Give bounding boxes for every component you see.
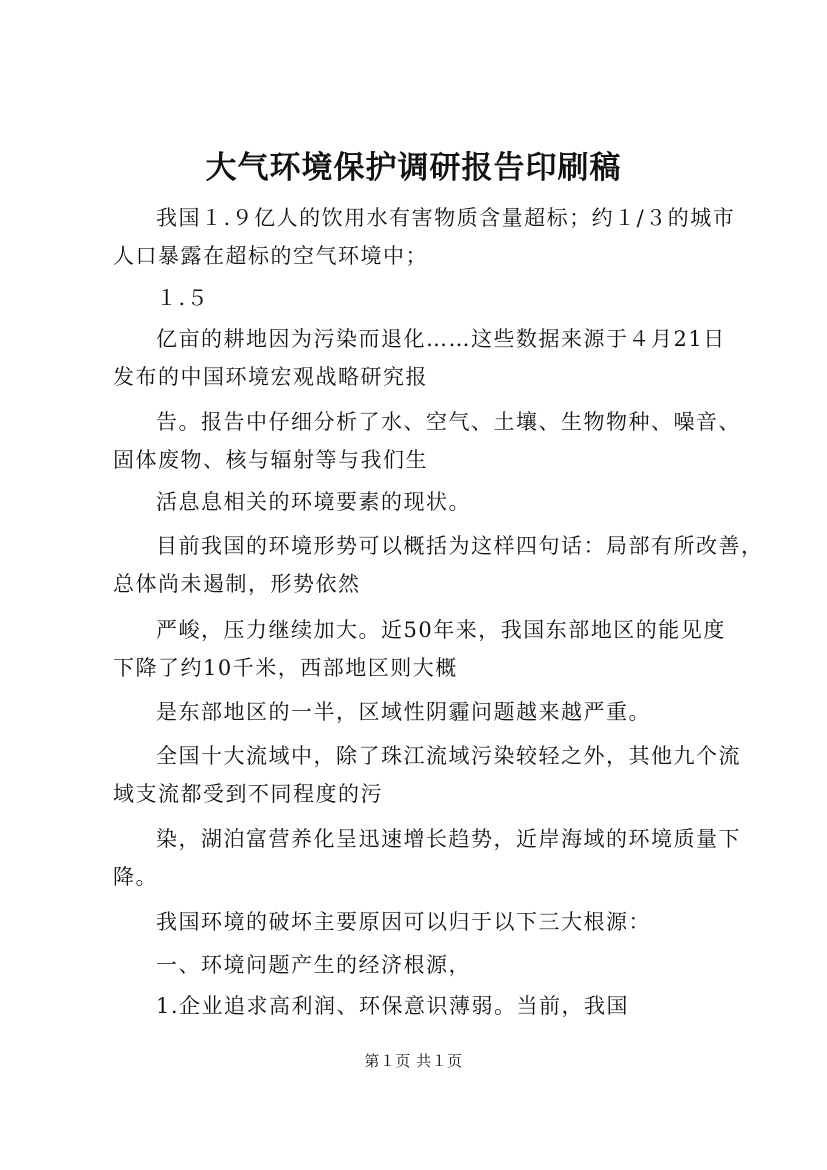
paragraph xyxy=(113,199,753,275)
paragraph xyxy=(113,820,753,896)
paragraph xyxy=(113,611,753,687)
paragraph xyxy=(113,527,764,603)
paragraph-line: 全国十大流域中，除了珠江流域污染较轻之外，其他九个流 xyxy=(156,744,741,768)
paragraph xyxy=(113,946,753,984)
document-title: 大气环境保护调研报告印刷稿 xyxy=(205,150,622,186)
paragraph-line: 染，湖泊富营养化呈迅速增长趋势，近岸海域的环境质量下 xyxy=(156,827,741,851)
paragraph-line: 域支流都受到不同程度的污 xyxy=(113,782,383,806)
paragraph-line: 我国１.９亿人的饮用水有害物质含量超标；约１/３的城市 xyxy=(156,206,736,230)
paragraph-line: 一、环境问题产生的经济根源， xyxy=(156,953,471,977)
paragraph-line: 1.企业追求高利润、环保意识薄弱。当前，我国 xyxy=(156,994,630,1018)
paragraph xyxy=(113,279,753,317)
paragraph-line: 目前我国的环境形势可以概括为这样四句话：局部有所改善， xyxy=(156,534,764,558)
paragraph-line: 降。 xyxy=(113,865,158,889)
paragraph-line: 活息息相关的环境要素的现状。 xyxy=(156,490,471,514)
paragraph xyxy=(113,987,753,1025)
paragraph xyxy=(113,403,753,479)
page-footer: 第１页 共１页 xyxy=(364,1052,463,1070)
paragraph-line: 下降了约10千米，西部地区则大概 xyxy=(113,656,458,680)
paragraph-line: 总体尚未遏制，形势依然 xyxy=(113,572,361,596)
paragraph xyxy=(113,483,753,521)
paragraph-line: 我国环境的破坏主要原因可以归于以下三大根源： xyxy=(156,910,651,934)
paragraph-line: 亿亩的耕地因为污染而退化……这些数据来源于４月21日 xyxy=(156,327,726,351)
paragraph-line: 是东部地区的一半，区域性阴霾问题越来越严重。 xyxy=(156,700,651,724)
paragraph xyxy=(113,320,753,396)
paragraph-line: 人口暴露在超标的空气环境中； xyxy=(113,244,428,268)
paragraph-line: 严峻，压力继续加大。近50年来，我国东部地区的能见度 xyxy=(156,618,726,642)
paragraph xyxy=(113,903,753,941)
paragraph-line: 发布的中国环境宏观战略研究报 xyxy=(113,365,428,389)
paragraph xyxy=(113,693,753,731)
paragraph-line: 告。报告中仔细分析了水、空气、土壤、生物物种、噪音、 xyxy=(156,410,741,434)
paragraph-line: １.５ xyxy=(156,286,210,310)
paragraph xyxy=(113,737,753,813)
paragraph-line: 固体废物、核与辐射等与我们生 xyxy=(113,448,428,472)
